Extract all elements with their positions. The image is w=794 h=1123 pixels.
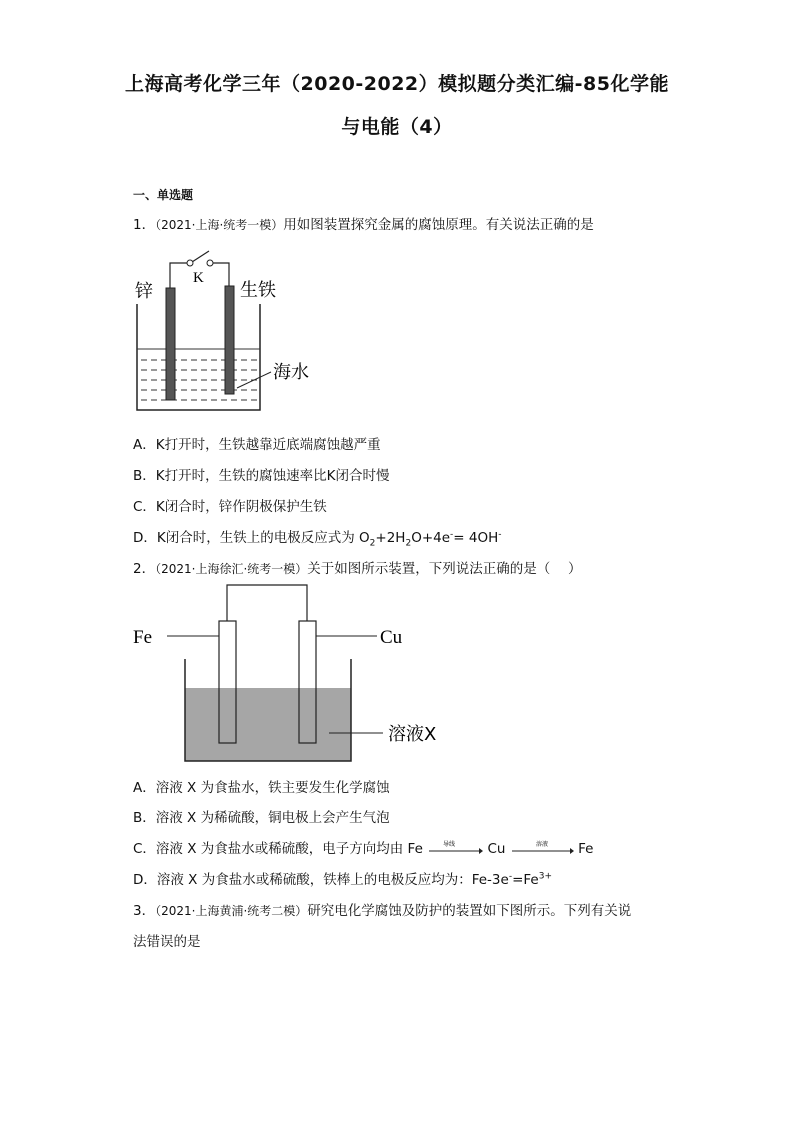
switch-label: K [193,270,204,286]
iron-electrode [225,286,234,394]
option-d-text: +2H [375,530,406,546]
question-2-option-a[interactable]: A．溶液 X 为食盐水，铁主要发生化学腐蚀 [133,780,390,796]
document-title-line-2: 与电能（4） [341,116,453,138]
question-2-option-d[interactable] [133,868,552,888]
option-d-sup: - [508,871,513,882]
switch-contact-right [207,260,213,266]
option-c-text: C．溶液 X 为食盐水或稀硫酸，电子方向均由 Fe [133,841,423,857]
question-2-text: 关于如图所示装置，下列说法正确的是（ ） [307,561,582,577]
question-1-option-a[interactable]: A．K打开时，生铁越靠近底端腐蚀越严重 [133,437,381,453]
question-3-stem [133,899,631,919]
option-d-text: D．K闭合时，生铁上的电极反应式为 O [133,530,370,546]
solution-x [185,688,351,761]
question-1-source: （2021·上海·统考一模） [155,218,284,232]
question-2-option-b[interactable]: B．溶液 X 为稀硫酸，铜电极上会产生气泡 [133,810,390,826]
question-1-option-d[interactable] [133,526,502,549]
option-c-text: Fe [578,841,594,857]
section-heading: 一、单选题 [133,188,194,202]
zinc-electrode [166,288,175,400]
question-2-number: 2． [133,561,156,577]
option-d-sub: 2 [405,538,412,549]
question-3-text: 研究电化学腐蚀及防护的装置如下图所示。下列有关说 [307,903,632,919]
question-3-stem-line-2: 法错误的是 [133,934,201,950]
zinc-label: 锌 [135,281,153,302]
solution-x-label: 溶液X [388,724,437,745]
question-1-stem [133,213,594,233]
electron-path-arrow-2 [510,840,574,856]
cu-label: Cu [380,627,403,648]
question-1-text: 用如图装置探究金属的腐蚀原理。有关说法正确的是 [283,217,594,233]
question-3-source: （2021·上海黄浦·统考二模） [155,904,308,918]
option-d-sup: - [450,529,454,540]
electron-path-arrow-1 [427,840,483,856]
iron-label: 生铁 [240,280,276,301]
option-d-text: D．溶液 X 为食盐水或稀硫酸，铁棒上的电极反应均为：Fe-3e [133,872,509,888]
option-d-text: O+4e [411,530,451,546]
question-3-number: 3． [133,903,156,919]
question-1-option-b[interactable]: B．K打开时，生铁的腐蚀速率比K闭合时慢 [133,468,390,484]
question-1-figure [133,244,323,416]
document-title-line-1: 上海高考化学三年（2020-2022）模拟题分类汇编-85化学能 [125,73,669,95]
option-d-text: =Fe [512,872,539,888]
question-1-number: 1． [133,217,156,233]
arrow-1-label: 导线 [443,841,456,848]
option-c-text: Cu [487,841,506,857]
seawater-label: 海水 [273,362,309,383]
connecting-wire [227,585,307,621]
question-2-stem [133,557,582,577]
option-d-sub: 2 [369,538,376,549]
option-d-sup: - [498,529,502,540]
option-d-sup: 3+ [538,871,553,882]
question-2-figure [133,583,453,765]
question-2-source: （2021·上海徐汇·统考一模） [155,562,308,576]
question-2-option-c[interactable] [133,837,593,857]
seawater-lines [137,349,260,400]
beaker-1 [137,304,260,410]
switch-contact-left [187,260,193,266]
option-d-text: = 4OH [453,530,499,546]
arrow-2-label: 溶液 [535,841,548,848]
fe-label: Fe [133,627,152,648]
question-1-option-c[interactable]: C．K闭合时，锌作阴极保护生铁 [133,499,327,515]
